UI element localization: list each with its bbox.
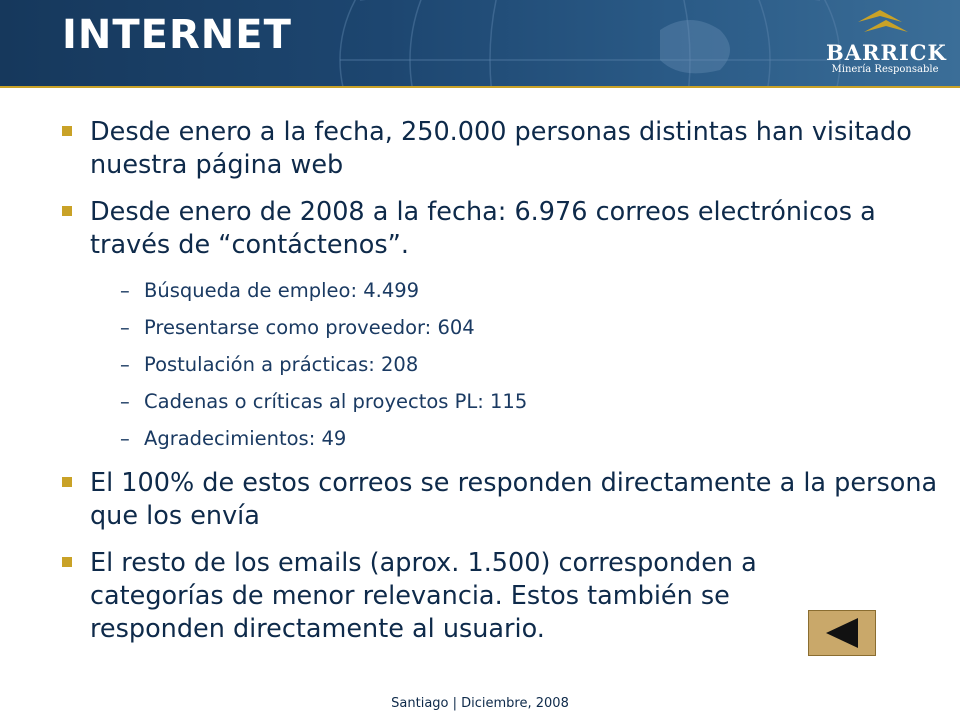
sub-item bbox=[120, 272, 938, 309]
sub-item-text: Presentarse como proveedor: 604 bbox=[144, 316, 475, 339]
logo-name: BARRICK bbox=[826, 40, 947, 65]
bullet-text: Desde enero de 2008 a la fecha: 6.976 correos electrónicos a través de “contáctenos”. bbox=[90, 197, 876, 260]
sub-item bbox=[120, 309, 938, 346]
header-bar bbox=[0, 0, 960, 88]
dash-marker: – bbox=[120, 353, 130, 376]
header-divider bbox=[0, 86, 960, 88]
globe-icon bbox=[330, 0, 850, 88]
barrick-mark-icon bbox=[850, 6, 920, 38]
triangle-left-icon bbox=[824, 617, 860, 649]
dash-marker: – bbox=[120, 390, 130, 413]
slide-content bbox=[58, 116, 938, 660]
sub-list bbox=[120, 272, 938, 457]
sub-item-text: Agradecimientos: 49 bbox=[144, 427, 347, 450]
sub-item bbox=[120, 420, 938, 457]
sub-item-text: Cadenas o críticas al proyectos PL: 115 bbox=[144, 390, 528, 413]
dash-marker: – bbox=[120, 279, 130, 302]
footer-text: Santiago | Diciembre, 2008 bbox=[391, 696, 569, 711]
sub-item-text: Búsqueda de empleo: 4.499 bbox=[144, 279, 420, 302]
sub-item bbox=[120, 383, 938, 420]
page-title: INTERNET bbox=[62, 12, 292, 58]
bullet-text: El resto de los emails (aprox. 1.500) corresponden a categorías de menor relevancia. Estos también se responden directamente al usuario. bbox=[90, 548, 757, 644]
dash-marker: – bbox=[120, 316, 130, 339]
barrick-logo bbox=[826, 6, 947, 78]
bullet-item bbox=[58, 196, 938, 262]
sub-item-text: Postulación a prácticas: 208 bbox=[144, 353, 419, 376]
bullet-text: Desde enero a la fecha, 250.000 personas distintas han visitado nuestra página web bbox=[90, 117, 912, 180]
bullet-square-icon bbox=[62, 477, 72, 487]
bullet-item bbox=[58, 547, 938, 646]
logo-tagline: Minería Responsable bbox=[831, 64, 939, 75]
sub-item bbox=[120, 346, 938, 383]
dash-marker: – bbox=[120, 427, 130, 450]
bullet-item bbox=[58, 467, 938, 533]
back-button[interactable] bbox=[808, 610, 876, 656]
bullet-text: El 100% de estos correos se responden directamente a la persona que los envía bbox=[90, 468, 938, 531]
bullet-item bbox=[58, 116, 938, 182]
bullet-square-icon bbox=[62, 557, 72, 567]
bullet-square-icon bbox=[62, 126, 72, 136]
bullet-square-icon bbox=[62, 206, 72, 216]
